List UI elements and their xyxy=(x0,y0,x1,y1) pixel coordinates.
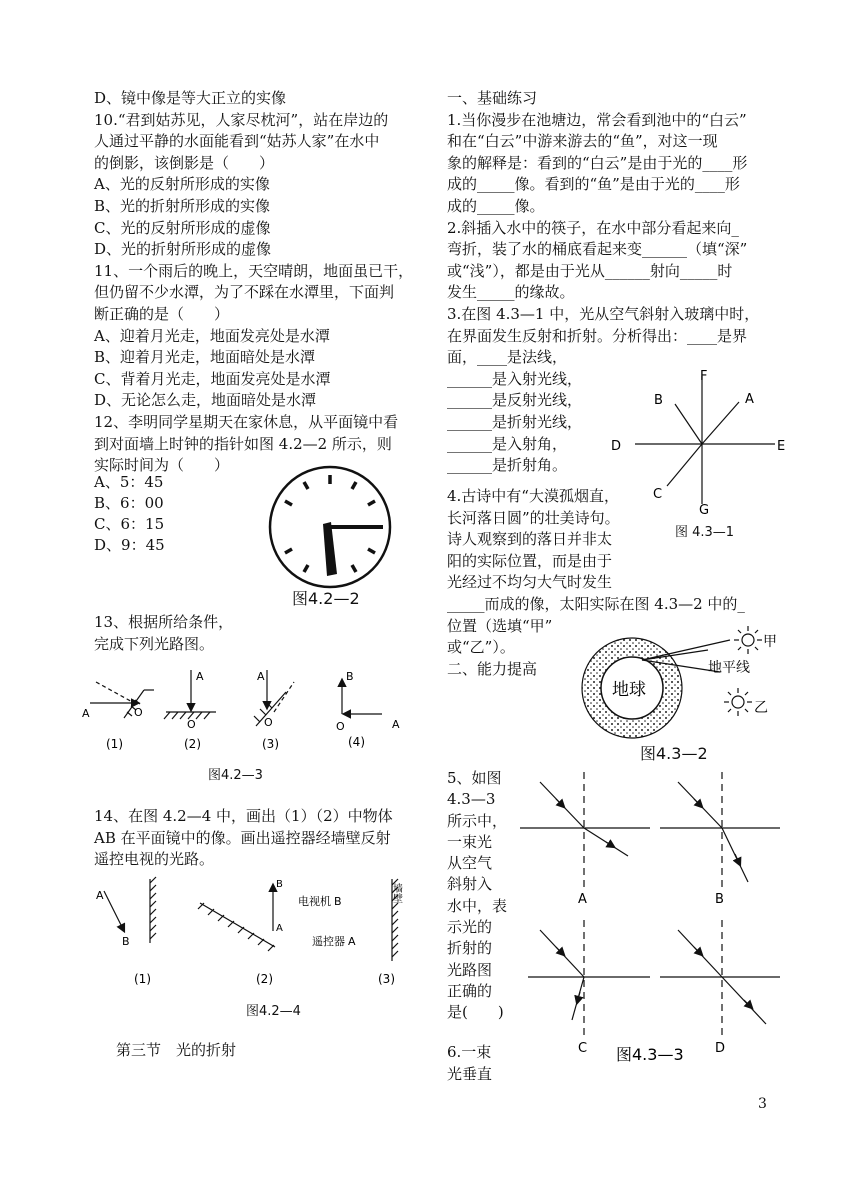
fig433-part-c xyxy=(528,920,650,1038)
section-heading: 二、能力提高 xyxy=(447,659,538,678)
fig431-letter: C xyxy=(653,487,663,502)
text-line: 是( ) xyxy=(447,1003,504,1022)
fig432-diagram xyxy=(580,620,780,740)
fig423-letter: O xyxy=(187,718,196,731)
fig423-letter: O xyxy=(336,720,345,733)
fig424-label: (3) xyxy=(378,972,395,986)
text-line: 发生_____的缘故。 xyxy=(447,283,575,302)
fig423-letter: B xyxy=(346,670,354,683)
text-line: 象的解释是：看到的“白云”是由于光的____形 xyxy=(447,153,748,172)
text-line: 弯折，装了水的桶底看起来变______（填“深” xyxy=(447,240,748,259)
text-line: 示光的 xyxy=(447,918,493,937)
fig423-letter: A xyxy=(82,707,90,720)
fig433-letter: D xyxy=(715,1041,726,1056)
fig431-letter: B xyxy=(654,393,663,408)
yi-label: 乙 xyxy=(754,700,768,716)
fig423-label: (3) xyxy=(262,737,279,751)
text-line: A、光的反射所形成的实像 xyxy=(94,175,270,194)
option-d: D、9：45 xyxy=(94,536,165,554)
fig433-part-a xyxy=(520,772,650,888)
text-line: 阳的实际位置，而是由于 xyxy=(447,551,613,570)
text-line: B、迎着月光走，地面暗处是水潭 xyxy=(94,348,316,367)
text-line: 5、如图 xyxy=(447,769,502,787)
text-line: _____而成的像，太阳实际在图 4.3—2 中的_ xyxy=(447,594,745,613)
fig423-letter: A xyxy=(257,670,265,683)
text-line: 长河落日圆”的壮美诗句。 xyxy=(447,508,620,527)
text-line: 10.“君到姑苏见，人家尽枕河”，站在岸边的 xyxy=(94,110,389,129)
text-line: 光垂直 xyxy=(447,1064,493,1083)
fig432-caption: 图4.3—2 xyxy=(640,744,708,763)
fig423-letter: O xyxy=(134,706,143,719)
fig424-part2 xyxy=(198,885,275,951)
text-line: 在界面发生反射和折射。分析得出：____是界 xyxy=(447,326,748,345)
text-line: 实际时间为（ ） xyxy=(94,456,230,475)
fig424-diagram xyxy=(90,873,420,986)
option-c: C、6：15 xyxy=(94,515,165,533)
fig423-part2 xyxy=(164,670,216,719)
text-line: 遥控电视的光路。 xyxy=(94,850,215,869)
text-line: 所示中， xyxy=(447,811,508,830)
text-line: D、镜中像是等大正立的实像 xyxy=(94,89,287,107)
fig431-letter: D xyxy=(611,439,622,454)
text-line: 13、根据所给条件， xyxy=(94,613,234,631)
fig433-letter: A xyxy=(578,892,587,907)
fig423-part1 xyxy=(90,682,154,718)
fig431-letter: G xyxy=(699,503,710,518)
fig433-letter: B xyxy=(715,892,724,907)
q5-text xyxy=(447,768,507,1024)
text-line: D、无论怎么走，地面暗处是水潭 xyxy=(94,391,317,410)
fig423-diagram xyxy=(78,662,418,752)
text-line: 位置（选填“甲” xyxy=(447,616,553,635)
fig424-letter: A xyxy=(348,935,356,948)
fig424-letter: B xyxy=(334,895,342,908)
fig423-label: (4) xyxy=(348,735,365,749)
text-line: ______是反射光线， xyxy=(447,391,583,410)
q14-text xyxy=(94,806,393,871)
fig424-label: (2) xyxy=(256,972,273,986)
fig423-letter: A xyxy=(392,718,400,731)
left-question-block xyxy=(94,88,413,477)
text-line: 11、一个雨后的晚上，天空晴朗，地面虽已干， xyxy=(94,261,414,280)
text-line: 面，____是法线， xyxy=(447,348,568,367)
text-line: 但仍留不少水潭，为了不踩在水潭里，下面判 xyxy=(94,283,395,302)
section-heading: 一、基础练习 xyxy=(447,89,538,107)
text-line: 诗人观察到的落日并非太 xyxy=(447,530,613,549)
text-line: C、背着月光走，地面发亮处是水潭 xyxy=(94,369,331,388)
text-line: 4.3—3 xyxy=(447,790,496,809)
text-line: D、光的折射所形成的虚像 xyxy=(94,240,272,259)
text-line: 成的_____像。看到的“鱼”是由于光的____形 xyxy=(447,175,740,194)
text-line: 折射的 xyxy=(447,939,493,958)
clock-caption: 图4.2—2 xyxy=(292,589,360,608)
clock-figure xyxy=(265,462,395,592)
text-line: 或“浅”），都是由于光从______射向_____时 xyxy=(447,261,733,280)
text-line: 完成下列光路图。 xyxy=(94,634,215,653)
text-line: 斜射入 xyxy=(447,875,493,894)
text-line: 光经过不均匀大气时发生 xyxy=(447,573,613,592)
sun-jia-icon xyxy=(734,626,762,654)
fig423-part4 xyxy=(342,680,382,714)
text-line: 人通过平静的水面能看到“姑苏人家”在水中 xyxy=(94,132,380,151)
fig433-caption: 图4.3—3 xyxy=(616,1045,684,1064)
text-line: 光路图 xyxy=(447,960,493,979)
fig433-part-b xyxy=(660,772,780,888)
fig424-letter: A xyxy=(96,889,104,902)
fig424-caption: 图4.2—4 xyxy=(246,1004,301,1019)
text-line: ______是折射光线， xyxy=(447,412,583,431)
q13-text xyxy=(94,612,233,655)
tv-label: 电视机 xyxy=(298,895,331,908)
remote-label: 遥控器 xyxy=(312,935,345,948)
q12-options xyxy=(94,472,165,556)
fig424-letter: B xyxy=(276,879,283,890)
text-line: 的倒影，该倒影是（ ） xyxy=(94,153,275,172)
fig433-letter: C xyxy=(578,1041,588,1056)
text-line: B、光的折射所形成的实像 xyxy=(94,196,271,215)
sun-yi-icon xyxy=(724,688,752,716)
text-line: 断正确的是（ ） xyxy=(94,304,230,323)
text-line: 成的_____像。 xyxy=(447,196,545,215)
text-line: 1.当你漫步在池塘边，常会看到池中的“白云” xyxy=(447,110,747,129)
option-a: A、5：45 xyxy=(94,473,164,491)
text-line: 一束光 xyxy=(447,832,493,851)
option-b: B、6：00 xyxy=(94,494,164,512)
horizon-label: 地平线 xyxy=(708,660,750,676)
earth-label: 地球 xyxy=(612,680,646,700)
q6-text xyxy=(447,1042,492,1085)
section-title: 第三节 光的折射 xyxy=(116,1041,237,1059)
fig433-diagram xyxy=(520,770,810,1064)
text-line: ______是入射光线， xyxy=(447,369,583,388)
text-line: 和在“白云”中游来游去的“鱼”，对这一现 xyxy=(447,132,718,151)
text-line: 从空气 xyxy=(447,854,493,873)
fig424-letter: B xyxy=(122,935,130,948)
text-line: 2.斜插入水中的筷子，在水中部分看起来向_ xyxy=(447,218,739,237)
fig431-letter: A xyxy=(745,392,754,407)
text-line: ______是折射角。 xyxy=(447,456,568,475)
text-line: 3.在图 4.3—1 中，光从空气斜射入玻璃中时， xyxy=(447,304,760,323)
fig424-letter: A xyxy=(276,923,283,934)
fig423-caption: 图4.2—3 xyxy=(208,768,263,783)
fig424-part1 xyxy=(104,877,156,943)
text-line: 12、李明同学星期天在家休息，从平面镜中看 xyxy=(94,412,399,431)
fig423-letter: O xyxy=(264,716,273,729)
wall-label: 墙壁 xyxy=(390,883,402,903)
page-number: 3 xyxy=(758,1096,767,1112)
fig423-letter: A xyxy=(196,670,204,683)
text-line: 水中，表 xyxy=(447,896,508,915)
text-line: A、迎着月光走，地面发亮处是水潭 xyxy=(94,326,330,345)
text-line: 14、在图 4.2—4 中，画出（1）（2）中物体 xyxy=(94,807,393,825)
text-line: 4.古诗中有“大漠孤烟直， xyxy=(447,487,619,505)
jia-label: 甲 xyxy=(763,634,777,650)
text-line: 正确的 xyxy=(447,981,493,1000)
text-line: 到对面墙上时钟的指针如图 4.2—2 所示，则 xyxy=(94,434,392,453)
fig423-label: (2) xyxy=(184,737,201,751)
text-line: AB 在平面镜中的像。画出遥控器经墙壁反射 xyxy=(94,828,391,847)
fig431-caption: 图 4.3—1 xyxy=(675,525,735,540)
fig433-part-d xyxy=(660,920,780,1038)
text-line: 或“乙”）。 xyxy=(447,638,515,657)
fig424-label: (1) xyxy=(134,972,151,986)
text-line: C、光的反射所形成的虚像 xyxy=(94,218,271,237)
text-line: ______是入射角， xyxy=(447,434,568,453)
fig431-letter: F xyxy=(700,369,708,384)
fig423-label: (1) xyxy=(106,737,123,751)
fig431-letter: E xyxy=(777,439,786,454)
text-line: 6.一束 xyxy=(447,1043,492,1061)
